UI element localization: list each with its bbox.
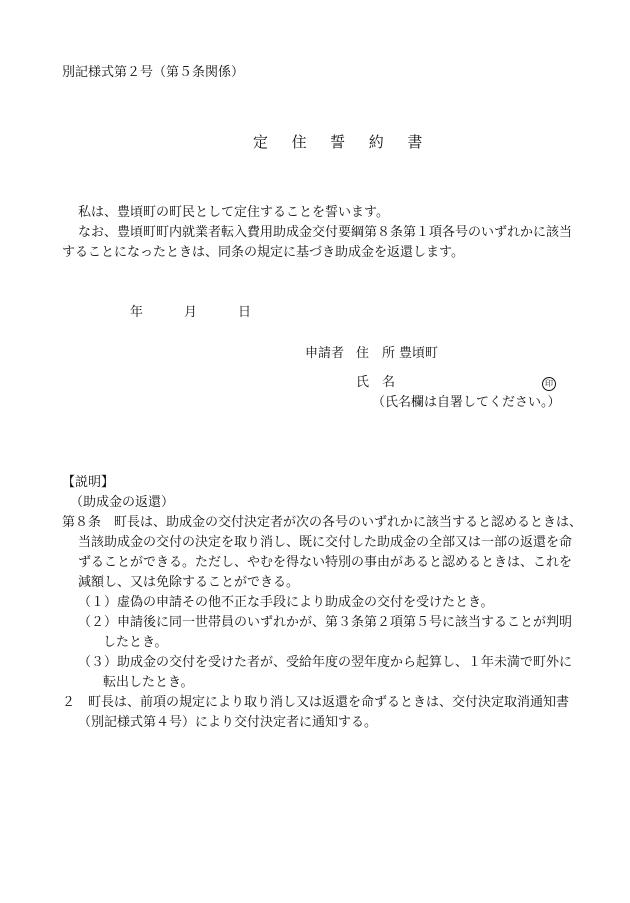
date-month-label: 月 bbox=[184, 305, 198, 320]
pledge-line-3: することになったときは、同条の規定に基づき助成金を返還します。 bbox=[62, 245, 464, 260]
item-line: （３）助成金の交付を受けた者が、受給年度の翌年度から起算し、１年未満で町外に bbox=[78, 655, 573, 670]
name-label: 氏 名 bbox=[356, 375, 396, 390]
date-year-label: 年 bbox=[130, 305, 144, 320]
name-note: （氏名欄は自署してください。） bbox=[372, 395, 561, 410]
document-title bbox=[253, 135, 422, 150]
article-line: ずることができる。ただし、やむを得ない特別の事由があると認めるときは、これを bbox=[78, 555, 573, 570]
article-line: 第８条 町長は、助成金の交付決定者が次の各号のいずれかに該当すると認めるときは、 bbox=[62, 515, 583, 530]
pledge-line-1: 私は、豊頃町の町民として定住することを誓います。 bbox=[78, 205, 389, 220]
date-day-label: 日 bbox=[238, 305, 252, 320]
address-label: 住 所 bbox=[356, 346, 396, 361]
seal-mark bbox=[542, 376, 556, 391]
title-char: 約 bbox=[368, 133, 384, 151]
title-char: 誓 bbox=[330, 133, 346, 151]
item-line: 転出したとき。 bbox=[103, 675, 194, 690]
title-char: 書 bbox=[407, 133, 423, 151]
form-label: 別記様式第２号（第５条関係） bbox=[62, 65, 245, 80]
article-line: 減額し、又は免除することができる。 bbox=[78, 575, 300, 590]
seal-icon: 印 bbox=[542, 377, 556, 391]
applicant-label: 申請者 bbox=[305, 346, 345, 361]
paragraph-2-line: ２ 町長は、前項の規定により取り消し又は返還を命ずるときは、交付決定取消通知書 bbox=[62, 695, 570, 710]
item-line: （２）申請後に同一世帯員のいずれかが、第３条第２項第５号に該当することが判明 bbox=[78, 615, 573, 630]
item-line: したとき。 bbox=[103, 635, 168, 650]
title-char: 住 bbox=[291, 133, 307, 151]
explanation-heading: 【説明】 bbox=[62, 475, 115, 490]
article-line: 当該助成金の交付の決定を取り消し、既に交付した助成金の全部又は一部の返還を命 bbox=[78, 535, 573, 550]
address-value: 豊頃町 bbox=[399, 346, 439, 361]
title-char: 定 bbox=[253, 133, 269, 151]
item-line: （１）虚偽の申請その他不正な手段により助成金の交付を受けたとき。 bbox=[78, 595, 494, 610]
pledge-line-2: なお、豊頃町町内就業者転入費用助成金交付要綱第８条第１項各号のいずれかに該当 bbox=[78, 225, 573, 240]
explanation-subheading: （助成金の返還） bbox=[70, 495, 175, 510]
paragraph-2-line: （別記様式第４号）により交付決定者に通知する。 bbox=[78, 715, 378, 730]
